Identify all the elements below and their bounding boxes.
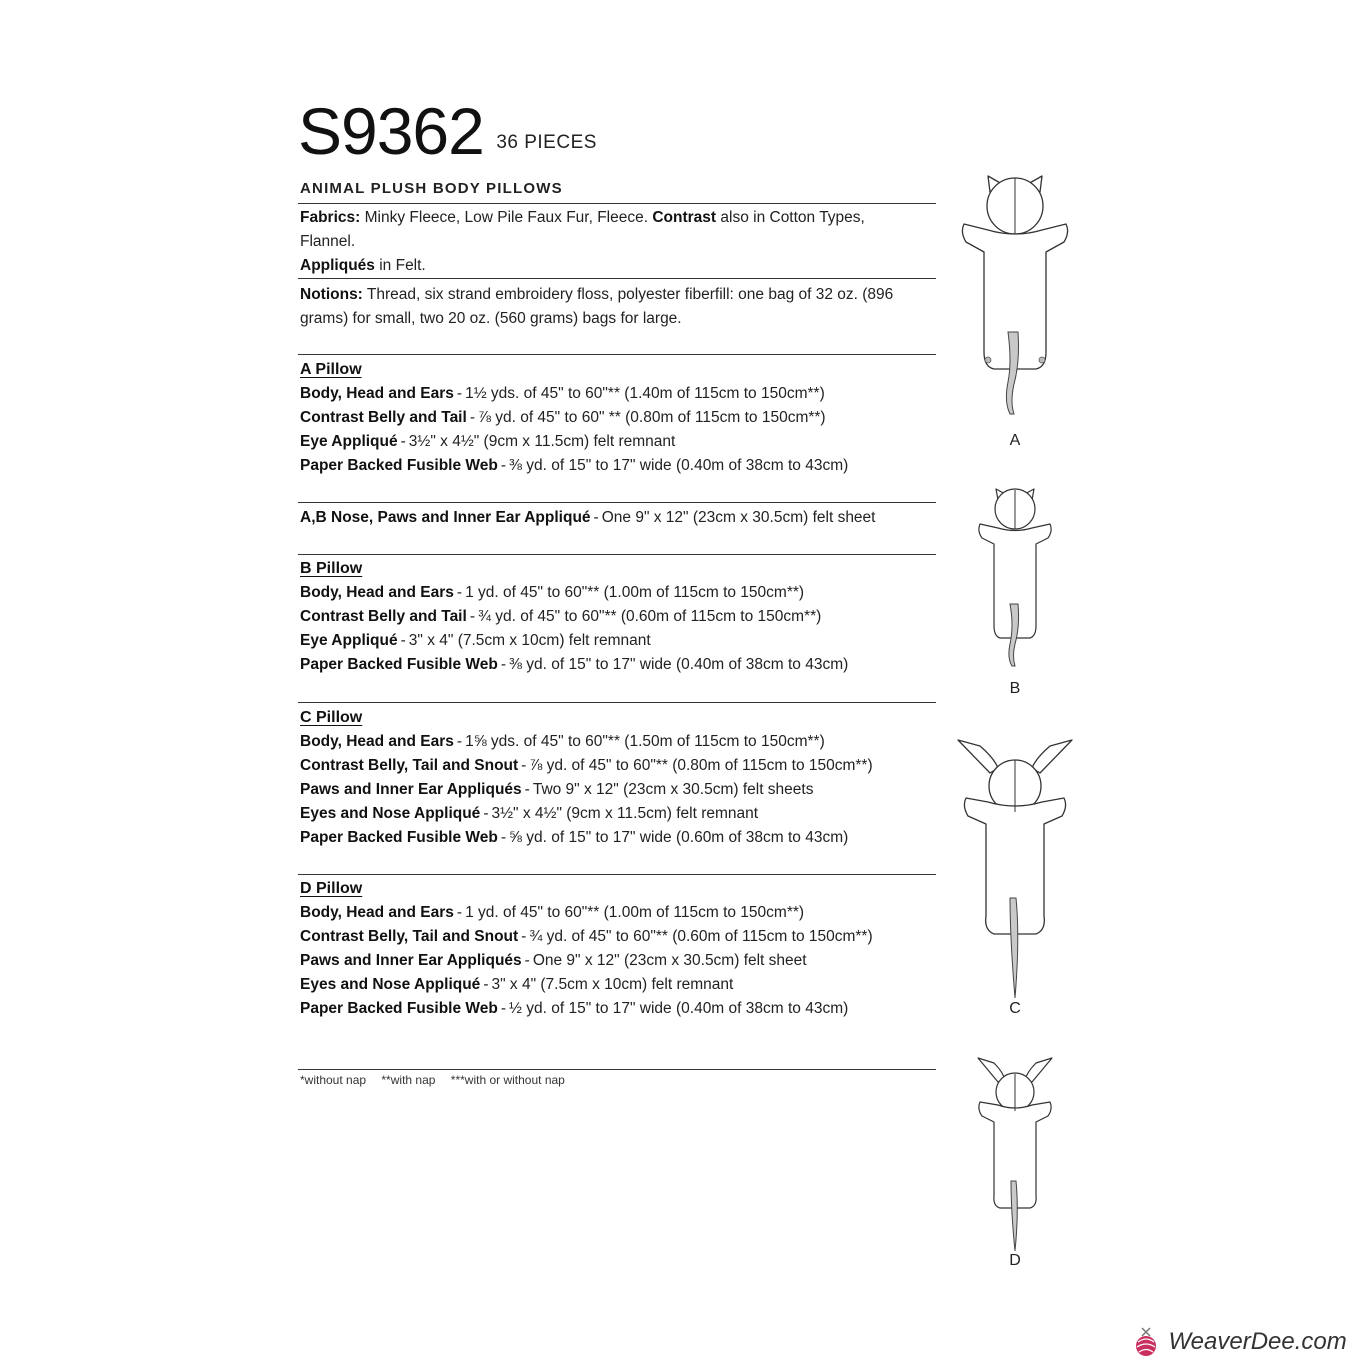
dash: - — [524, 781, 530, 798]
section-ab-nose — [300, 506, 940, 530]
weaverdee-logo — [1128, 1324, 1347, 1364]
list-item — [300, 826, 940, 850]
item-value: One 9" x 12" (23cm x 30.5cm) felt sheet — [601, 509, 876, 526]
view-label: B — [1009, 680, 1021, 697]
item-label: A,B Nose, Paws and Inner Ear Appliqué — [300, 509, 591, 526]
list-item — [300, 605, 940, 629]
cat-pillow-illustration-icon — [950, 172, 1080, 422]
cat-pillow-illustration-icon — [950, 738, 1080, 1000]
fabrics-text: Minky Fleece, Low Pile Faux Fur, Fleece. — [360, 209, 653, 226]
item-value: 3" x 4" (7.5cm x 10cm) felt remnant — [491, 976, 734, 993]
view-d — [950, 1056, 1080, 1269]
view-illustrations — [950, 160, 1080, 1280]
item-value: ¾ yd. of 45" to 60"** (0.60m of 115cm to 150cm**) — [477, 608, 822, 625]
fabrics-label: Fabrics: — [300, 209, 361, 226]
fabrics-block — [300, 206, 940, 278]
list-item — [300, 629, 940, 653]
contrast-label: Contrast — [652, 209, 717, 226]
section-b-pillow — [300, 557, 940, 677]
item-value: ⅞ yd. of 45" to 60" ** (0.80m of 115cm to 150cm**) — [477, 409, 826, 426]
dash: - — [483, 976, 489, 993]
section-heading: B Pillow — [300, 560, 363, 577]
item-value: 3½" x 4½" (9cm x 11.5cm) felt remnant — [491, 805, 759, 822]
item-value: 3½" x 4½" (9cm x 11.5cm) felt remnant — [408, 433, 676, 450]
view-b — [950, 486, 1080, 697]
logo-text: WeaverDee.com — [1168, 1328, 1347, 1355]
footnote-item: **with nap — [381, 1073, 436, 1087]
list-item — [300, 973, 940, 997]
divider — [298, 874, 936, 875]
section-heading: D Pillow — [300, 880, 363, 897]
divider — [298, 354, 936, 355]
piece-count: 36 PIECES — [496, 132, 597, 153]
dash: - — [521, 928, 527, 945]
item-label: Body, Head and Ears — [300, 385, 454, 402]
footnote-item: *without nap — [300, 1073, 367, 1087]
item-label: Paws and Inner Ear Appliqués — [300, 781, 522, 798]
dash: - — [456, 385, 463, 402]
item-label: Contrast Belly and Tail — [300, 409, 467, 426]
notions-block — [300, 283, 940, 331]
item-value: ¾ yd. of 45" to 60"** (0.60m of 115cm to 150cm**) — [529, 928, 873, 945]
divider — [298, 1069, 936, 1070]
list-item — [300, 506, 940, 530]
item-label: Body, Head and Ears — [300, 733, 454, 750]
dash: - — [456, 904, 463, 921]
pattern-subtitle: ANIMAL PLUSH BODY PILLOWS — [300, 180, 563, 197]
divider — [298, 278, 936, 279]
list-item — [300, 901, 940, 925]
notions-text: Thread, six strand embroidery floss, polyester fiberfill: one bag of 32 oz. (896 grams) for small, two 20 oz. (560 grams) bags for large. — [300, 286, 894, 327]
divider — [298, 502, 936, 503]
cat-pillow-illustration-icon — [950, 486, 1080, 676]
dash: - — [500, 656, 507, 673]
item-label: Paper Backed Fusible Web — [300, 656, 498, 673]
footnotes — [300, 1073, 577, 1087]
dash: - — [521, 757, 527, 774]
applique-label: Appliqués — [300, 257, 375, 274]
dash: - — [469, 409, 475, 426]
item-value: ⅝ yd. of 15" to 17" wide (0.60m of 38cm to 43cm) — [509, 829, 849, 846]
item-value: 3" x 4" (7.5cm x 10cm) felt remnant — [408, 632, 651, 649]
item-label: Paper Backed Fusible Web — [300, 1000, 498, 1017]
section-heading: C Pillow — [300, 709, 363, 726]
dash: - — [400, 632, 406, 649]
view-c — [950, 738, 1080, 1017]
view-label: C — [1009, 1000, 1021, 1017]
notions-label: Notions: — [300, 286, 363, 303]
item-label: Paws and Inner Ear Appliqués — [300, 952, 522, 969]
item-value: ⅜ yd. of 15" to 17" wide (0.40m of 38cm to 43cm) — [509, 457, 849, 474]
dash: - — [500, 829, 507, 846]
item-value: 1½ yds. of 45" to 60"** (1.40m of 115cm to 150cm**) — [465, 385, 825, 402]
list-item — [300, 653, 940, 677]
pattern-header — [298, 96, 938, 166]
contrast-text: also in Cotton Types, Flannel. — [300, 209, 865, 250]
item-label: Body, Head and Ears — [300, 584, 454, 601]
item-value: 1 yd. of 45" to 60"** (1.00m of 115cm to 150cm**) — [465, 904, 805, 921]
section-d-pillow — [300, 877, 940, 1021]
list-item — [300, 778, 940, 802]
view-label: D — [1009, 1252, 1021, 1269]
item-value: ⅜ yd. of 15" to 17" wide (0.40m of 38cm to 43cm) — [509, 656, 849, 673]
list-item — [300, 406, 940, 430]
dash: - — [469, 608, 475, 625]
item-value: Two 9" x 12" (23cm x 30.5cm) felt sheets — [532, 781, 814, 798]
dash: - — [483, 805, 489, 822]
divider — [298, 702, 936, 703]
list-item — [300, 925, 940, 949]
item-value: ⅞ yd. of 45" to 60"** (0.80m of 115cm to 150cm**) — [529, 757, 873, 774]
dash: - — [593, 509, 599, 526]
item-label: Eyes and Nose Appliqué — [300, 805, 481, 822]
item-label: Contrast Belly, Tail and Snout — [300, 928, 519, 945]
view-a — [950, 172, 1080, 449]
dash: - — [400, 433, 406, 450]
list-item — [300, 454, 940, 478]
section-c-pillow — [300, 706, 940, 850]
list-item — [300, 382, 940, 406]
list-item — [300, 949, 940, 973]
cat-pillow-illustration-icon — [950, 1056, 1080, 1256]
list-item — [300, 430, 940, 454]
item-label: Contrast Belly and Tail — [300, 608, 467, 625]
item-label: Paper Backed Fusible Web — [300, 457, 498, 474]
dash: - — [500, 457, 507, 474]
yarn-logo-icon — [1128, 1324, 1164, 1360]
dash: - — [500, 1000, 507, 1017]
item-value: 1 yd. of 45" to 60"** (1.00m of 115cm to 150cm**) — [465, 584, 805, 601]
dash: - — [456, 733, 463, 750]
footnote-item: ***with or without nap — [450, 1073, 565, 1087]
section-a-pillow — [300, 358, 940, 478]
item-label: Eye Appliqué — [300, 433, 398, 450]
list-item — [300, 730, 940, 754]
item-label: Eye Appliqué — [300, 632, 398, 649]
item-label: Contrast Belly, Tail and Snout — [300, 757, 519, 774]
item-label: Eyes and Nose Appliqué — [300, 976, 481, 993]
view-label: A — [1009, 432, 1021, 449]
section-heading: A Pillow — [300, 361, 362, 378]
list-item — [300, 581, 940, 605]
item-value: One 9" x 12" (23cm x 30.5cm) felt sheet — [532, 952, 807, 969]
list-item — [300, 802, 940, 826]
item-value: ½ yd. of 15" to 17" wide (0.40m of 38cm to 43cm) — [509, 1000, 849, 1017]
applique-text: in Felt. — [374, 257, 426, 274]
item-value: 1⅝ yds. of 45" to 60"** (1.50m of 115cm to 150cm**) — [465, 733, 825, 750]
dash: - — [524, 952, 530, 969]
dash: - — [456, 584, 463, 601]
list-item — [300, 997, 940, 1021]
divider — [298, 203, 936, 204]
divider — [298, 554, 936, 555]
item-label: Body, Head and Ears — [300, 904, 454, 921]
pattern-code: S9362 — [298, 94, 484, 168]
list-item — [300, 754, 940, 778]
item-label: Paper Backed Fusible Web — [300, 829, 498, 846]
